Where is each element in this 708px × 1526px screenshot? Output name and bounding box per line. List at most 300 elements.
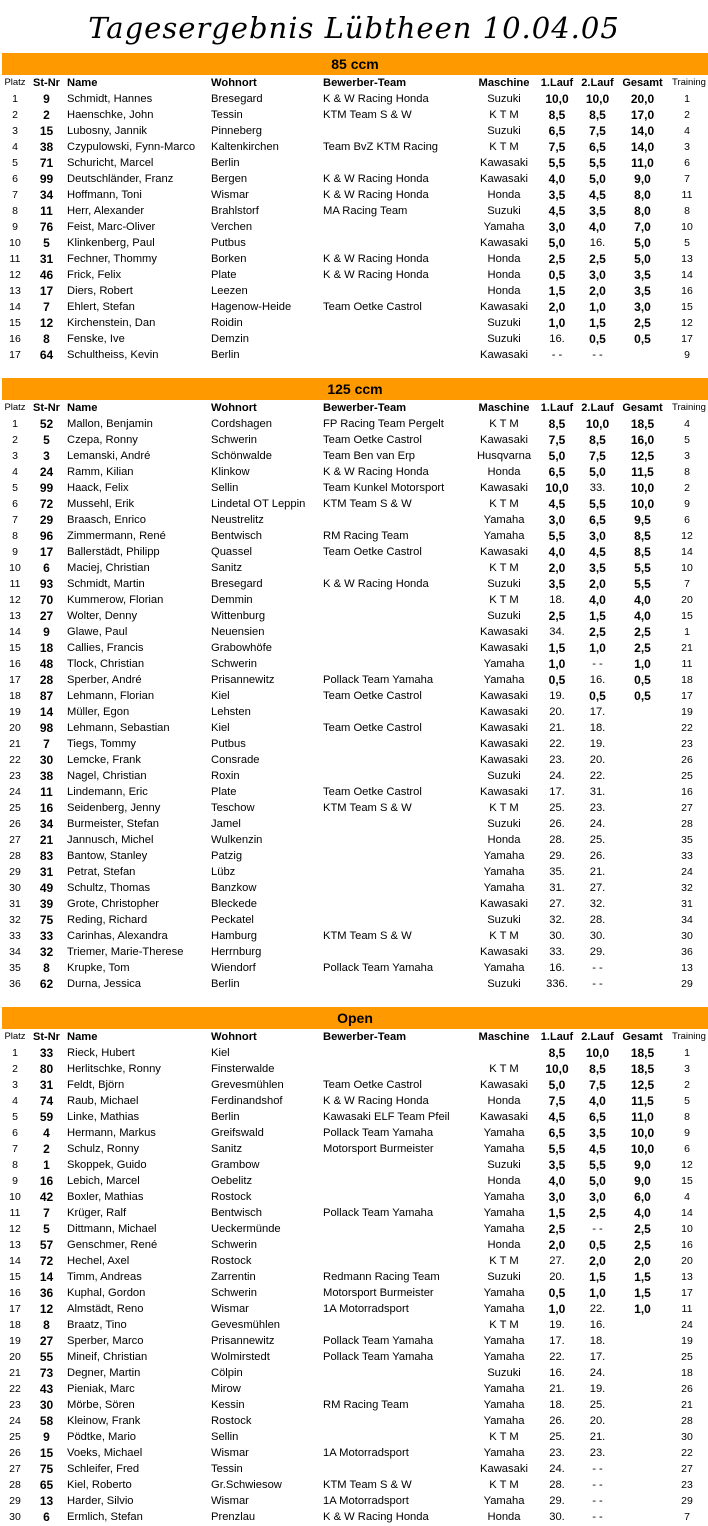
cell-maschine: Yamaha bbox=[483, 1335, 525, 1347]
table-row bbox=[0, 752, 708, 768]
cell-gesamt: 11,0 bbox=[631, 1110, 654, 1124]
cell-lauf2: 25. bbox=[589, 1399, 606, 1411]
cell-platz: 10 bbox=[9, 237, 21, 249]
cell-lauf2: 21. bbox=[589, 1431, 606, 1443]
cell-lauf2: 5,0 bbox=[589, 465, 606, 479]
cell-stnr: 87 bbox=[39, 689, 54, 703]
cell-wohnort: Wismar bbox=[211, 1447, 249, 1459]
cell-platz: 14 bbox=[9, 626, 21, 638]
cell-wohnort: Lehsten bbox=[211, 706, 251, 718]
cell-wohnort: Bentwisch bbox=[211, 1207, 262, 1219]
cell-training: 19 bbox=[681, 1335, 693, 1347]
cell-wohnort: Tessin bbox=[211, 1463, 243, 1475]
cell-platz: 29 bbox=[9, 866, 21, 878]
cell-maschine: K T M bbox=[489, 109, 519, 121]
table-row bbox=[0, 768, 708, 784]
cell-platz: 29 bbox=[9, 1495, 21, 1507]
cell-training: 12 bbox=[681, 1159, 693, 1171]
cell-lauf1: 2,5 bbox=[548, 609, 566, 623]
cell-platz: 27 bbox=[9, 834, 21, 846]
cell-platz: 12 bbox=[9, 594, 21, 606]
cell-wohnort: Prenzlau bbox=[211, 1511, 256, 1523]
cell-platz: 7 bbox=[12, 514, 18, 526]
cell-team: Pollack Team Yamaha bbox=[323, 962, 434, 974]
cell-platz: 25 bbox=[9, 802, 21, 814]
table-row bbox=[0, 912, 708, 928]
cell-lauf1: 30. bbox=[549, 1511, 565, 1523]
cell-training: 6 bbox=[684, 514, 690, 526]
cell-maschine: Kawasaki bbox=[480, 690, 528, 702]
cell-platz: 7 bbox=[12, 189, 18, 201]
cell-platz: 25 bbox=[9, 1431, 21, 1443]
cell-lauf1: 2,5 bbox=[548, 1222, 566, 1236]
cell-wohnort: Demzin bbox=[211, 333, 249, 345]
cell-wohnort: Bleckede bbox=[211, 898, 258, 910]
cell-lauf1: 5,5 bbox=[548, 156, 566, 170]
cell-wohnort: Klinkow bbox=[211, 466, 250, 478]
cell-platz: 35 bbox=[9, 962, 21, 974]
cell-training: 7 bbox=[684, 578, 690, 590]
cell-training: 2 bbox=[684, 482, 690, 494]
cell-gesamt: 12,5 bbox=[630, 1078, 655, 1092]
cell-name: Triemer, Marie-Therese bbox=[67, 946, 184, 958]
cell-maschine: Honda bbox=[487, 189, 521, 201]
cell-training: 11 bbox=[681, 189, 693, 201]
cell-lauf1: 4,0 bbox=[548, 1174, 566, 1188]
cell-wohnort: Berlin bbox=[211, 349, 240, 361]
cell-stnr: 74 bbox=[39, 1094, 54, 1108]
cell-gesamt: 12,5 bbox=[630, 449, 655, 463]
cell-stnr: 8 bbox=[43, 1318, 50, 1332]
table-row bbox=[0, 1189, 708, 1205]
header-platz: Platz bbox=[4, 77, 26, 88]
cell-training: 22 bbox=[681, 1447, 693, 1459]
cell-lauf1: 0,5 bbox=[548, 1286, 566, 1300]
cell-name: Zimmermann, René bbox=[67, 530, 166, 542]
cell-gesamt: 2,5 bbox=[634, 316, 651, 330]
cell-maschine: Yamaha bbox=[483, 1351, 525, 1363]
cell-wohnort: Sanitz bbox=[211, 562, 243, 574]
cell-lauf1: 5,0 bbox=[548, 449, 566, 463]
cell-team: Pollack Team Yamaha bbox=[323, 1351, 434, 1363]
cell-training: 15 bbox=[681, 1175, 693, 1187]
cell-training: 28 bbox=[681, 1415, 693, 1427]
cell-name: Braatz, Tino bbox=[67, 1319, 127, 1331]
cell-team: Team Oetke Castrol bbox=[323, 690, 422, 702]
cell-wohnort: Lindetal OT Leppin bbox=[211, 498, 306, 510]
header-team: Bewerber-Team bbox=[323, 402, 407, 414]
cell-training: 25 bbox=[681, 1351, 693, 1363]
cell-name: Mussehl, Erik bbox=[67, 498, 135, 510]
cell-lauf1: 3,5 bbox=[548, 188, 566, 202]
cell-platz: 33 bbox=[9, 930, 21, 942]
cell-platz: 6 bbox=[12, 498, 18, 510]
cell-team: K & W Racing Honda bbox=[323, 93, 429, 105]
cell-lauf2: - - bbox=[592, 962, 603, 974]
cell-maschine: Yamaha bbox=[483, 1495, 525, 1507]
cell-name: Sperber, André bbox=[67, 674, 142, 686]
cell-gesamt: 2,5 bbox=[634, 1222, 651, 1236]
cell-gesamt: 14,0 bbox=[630, 124, 655, 138]
cell-platz: 15 bbox=[9, 317, 21, 329]
cell-team: Team Kunkel Motorsport bbox=[323, 482, 445, 494]
cell-wohnort: Wulkenzin bbox=[211, 834, 263, 846]
cell-maschine: Suzuki bbox=[487, 914, 521, 926]
cell-lauf1: 30. bbox=[549, 930, 565, 942]
cell-wohnort: Berlin bbox=[211, 1111, 240, 1123]
page-title: Tagesergebnis Lübtheen 10.04.05 bbox=[88, 11, 620, 45]
cell-maschine: K T M bbox=[489, 498, 519, 510]
cell-lauf1: 3,5 bbox=[548, 577, 566, 591]
cell-training: 24 bbox=[681, 1319, 693, 1331]
cell-lauf1: 4,5 bbox=[548, 204, 566, 218]
cell-wohnort: Sellin bbox=[211, 1431, 239, 1443]
cell-wohnort: Leezen bbox=[211, 285, 248, 297]
cell-wohnort: Zarrentin bbox=[211, 1271, 256, 1283]
cell-lauf1: 3,5 bbox=[548, 1158, 566, 1172]
cell-team: Team Oetke Castrol bbox=[323, 546, 422, 558]
cell-training: 19 bbox=[681, 706, 693, 718]
cell-gesamt: 16,0 bbox=[630, 433, 655, 447]
cell-gesamt: 11,5 bbox=[631, 465, 654, 479]
table-row bbox=[0, 496, 708, 512]
cell-training: 14 bbox=[681, 269, 693, 281]
cell-maschine: Kawasaki bbox=[480, 946, 528, 958]
cell-stnr: 46 bbox=[39, 268, 54, 282]
table-row bbox=[0, 448, 708, 464]
cell-gesamt: 3,0 bbox=[634, 300, 651, 314]
cell-stnr: 98 bbox=[39, 721, 54, 735]
cell-name: Mineif, Christian bbox=[67, 1351, 148, 1363]
table-row bbox=[0, 1445, 708, 1461]
header-training: Training bbox=[672, 402, 706, 413]
cell-gesamt: 5,5 bbox=[634, 577, 651, 591]
cell-team: KTM Team S & W bbox=[323, 109, 412, 121]
table-row bbox=[0, 203, 708, 219]
cell-wohnort: Prisannewitz bbox=[211, 674, 275, 686]
cell-lauf1: 28. bbox=[549, 834, 565, 846]
cell-maschine: Yamaha bbox=[483, 1207, 525, 1219]
cell-stnr: 15 bbox=[39, 1446, 54, 1460]
cell-training: 18 bbox=[681, 1367, 693, 1379]
cell-name: Ermlich, Stefan bbox=[67, 1511, 143, 1523]
cell-maschine: K T M bbox=[489, 1255, 519, 1267]
cell-wohnort: Schwerin bbox=[211, 658, 258, 670]
cell-wohnort: Kaltenkirchen bbox=[211, 141, 279, 153]
cell-lauf1: 21. bbox=[549, 1383, 565, 1395]
cell-lauf2: 33. bbox=[589, 482, 606, 494]
cell-training: 7 bbox=[684, 173, 690, 185]
cell-training: 9 bbox=[684, 349, 690, 361]
cell-team: Team Oetke Castrol bbox=[323, 434, 422, 446]
cell-stnr: 33 bbox=[39, 929, 54, 943]
cell-platz: 20 bbox=[9, 1351, 21, 1363]
cell-name: Herr, Alexander bbox=[67, 205, 145, 217]
cell-team: RM Racing Team bbox=[323, 1399, 409, 1411]
table-row bbox=[0, 624, 708, 640]
cell-lauf1: 19. bbox=[549, 690, 565, 702]
cell-gesamt: 1,0 bbox=[634, 1302, 651, 1316]
cell-lauf1: 33. bbox=[549, 946, 565, 958]
cell-lauf1: 1,5 bbox=[548, 1206, 566, 1220]
cell-stnr: 24 bbox=[39, 465, 54, 479]
cell-platz: 17 bbox=[9, 674, 21, 686]
cell-training: 12 bbox=[681, 317, 693, 329]
cell-maschine: Honda bbox=[487, 1511, 521, 1523]
cell-lauf2: - - bbox=[592, 658, 603, 670]
cell-platz: 19 bbox=[9, 706, 21, 718]
table-row bbox=[0, 640, 708, 656]
cell-lauf2: 31. bbox=[589, 786, 606, 798]
cell-wohnort: Borken bbox=[211, 253, 247, 265]
cell-training: 6 bbox=[684, 157, 690, 169]
cell-team: K & W Racing Honda bbox=[323, 578, 429, 590]
cell-name: Petrat, Stefan bbox=[67, 866, 136, 878]
table-row bbox=[0, 1493, 708, 1509]
cell-lauf2: 28. bbox=[589, 914, 606, 926]
table-row bbox=[0, 1461, 708, 1477]
cell-platz: 9 bbox=[12, 1175, 18, 1187]
table-row bbox=[0, 347, 708, 363]
cell-lauf1: 16. bbox=[549, 962, 565, 974]
cell-wohnort: Brahlstorf bbox=[211, 205, 259, 217]
cell-wohnort: Putbus bbox=[211, 237, 246, 249]
cell-training: 1 bbox=[684, 626, 690, 638]
cell-name: Sperber, Marco bbox=[67, 1335, 144, 1347]
cell-lauf1: 29. bbox=[549, 1495, 565, 1507]
cell-stnr: 5 bbox=[43, 433, 50, 447]
cell-maschine: Honda bbox=[487, 834, 521, 846]
table-row bbox=[0, 1477, 708, 1493]
cell-lauf1: 26. bbox=[549, 1415, 565, 1427]
cell-lauf2: 5,5 bbox=[589, 497, 606, 511]
cell-lauf2: 7,5 bbox=[589, 124, 606, 138]
table-row bbox=[0, 1237, 708, 1253]
cell-maschine: Kawasaki bbox=[480, 626, 528, 638]
table-row bbox=[0, 1397, 708, 1413]
cell-stnr: 31 bbox=[39, 1078, 54, 1092]
cell-platz: 19 bbox=[9, 1335, 21, 1347]
cell-lauf1: 10,0 bbox=[545, 481, 569, 495]
cell-team: Pollack Team Yamaha bbox=[323, 1335, 434, 1347]
cell-lauf2: 2,0 bbox=[589, 577, 606, 591]
cell-lauf2: 22. bbox=[589, 770, 606, 782]
table-row bbox=[0, 656, 708, 672]
cell-maschine: K T M bbox=[489, 1479, 519, 1491]
cell-maschine: Yamaha bbox=[483, 221, 525, 233]
header-training: Training bbox=[672, 77, 706, 88]
cell-gesamt: 2,0 bbox=[634, 1254, 651, 1268]
cell-gesamt: 6,0 bbox=[634, 1190, 651, 1204]
cell-platz: 12 bbox=[9, 269, 21, 281]
header-team: Bewerber-Team bbox=[323, 1031, 407, 1043]
cell-stnr: 72 bbox=[39, 1254, 54, 1268]
cell-maschine: Kawasaki bbox=[480, 1463, 528, 1475]
cell-stnr: 6 bbox=[43, 561, 50, 575]
cell-name: Burmeister, Stefan bbox=[67, 818, 160, 830]
cell-stnr: 34 bbox=[39, 817, 54, 831]
cell-gesamt: 0,5 bbox=[634, 332, 651, 346]
cell-lauf1: 17. bbox=[549, 1335, 565, 1347]
cell-name: Seidenberg, Jenny bbox=[67, 802, 161, 814]
cell-lauf1: 3,0 bbox=[548, 1190, 566, 1204]
table-row bbox=[0, 1413, 708, 1429]
cell-wohnort: Rostock bbox=[211, 1255, 252, 1267]
cell-lauf1: 5,5 bbox=[548, 529, 566, 543]
cell-name: Glawe, Paul bbox=[67, 626, 128, 638]
cell-maschine: Honda bbox=[487, 269, 521, 281]
cell-wohnort: Schwerin bbox=[211, 1287, 258, 1299]
cell-lauf1: 1,0 bbox=[548, 1302, 566, 1316]
cell-stnr: 9 bbox=[43, 625, 50, 639]
cell-stnr: 30 bbox=[39, 753, 54, 767]
cell-training: 16 bbox=[681, 1239, 693, 1251]
cell-maschine: Suzuki bbox=[487, 93, 521, 105]
cell-stnr: 76 bbox=[39, 220, 54, 234]
cell-name: Dittmann, Michael bbox=[67, 1223, 157, 1235]
cell-training: 14 bbox=[681, 546, 693, 558]
cell-maschine: Honda bbox=[487, 285, 521, 297]
cell-maschine: Kawasaki bbox=[480, 434, 528, 446]
cell-team: Kawasaki ELF Team Pfeil bbox=[323, 1111, 450, 1123]
cell-maschine: Suzuki bbox=[487, 205, 521, 217]
cell-lauf2: 1,5 bbox=[589, 1270, 606, 1284]
cell-training: 10 bbox=[681, 562, 693, 574]
cell-team: Team Oetke Castrol bbox=[323, 1079, 422, 1091]
cell-lauf2: 23. bbox=[589, 802, 606, 814]
header-gesamt: Gesamt bbox=[622, 1031, 663, 1043]
cell-platz: 11 bbox=[9, 253, 21, 265]
cell-platz: 28 bbox=[9, 1479, 21, 1491]
cell-wohnort: Neuensien bbox=[211, 626, 265, 638]
cell-name: Ramm, Kilian bbox=[67, 466, 134, 478]
cell-wohnort: Gr.Schwiesow bbox=[211, 1479, 282, 1491]
cell-maschine: Kawasaki bbox=[480, 237, 528, 249]
cell-training: 5 bbox=[684, 1095, 690, 1107]
cell-gesamt: 18,5 bbox=[630, 417, 655, 431]
table-row bbox=[0, 672, 708, 688]
cell-platz: 23 bbox=[9, 770, 21, 782]
cell-gesamt: 0,5 bbox=[634, 673, 651, 687]
cell-training: 29 bbox=[681, 1495, 693, 1507]
cell-maschine: Suzuki bbox=[487, 125, 521, 137]
cell-stnr: 93 bbox=[39, 577, 54, 591]
cell-name: Tiegs, Tommy bbox=[67, 738, 137, 750]
cell-lauf1: 28. bbox=[549, 1479, 565, 1491]
cell-team: Team Oetke Castrol bbox=[323, 722, 422, 734]
cell-gesamt: 8,5 bbox=[634, 545, 651, 559]
cell-lauf2: 8,5 bbox=[589, 1062, 606, 1076]
cell-lauf1: 10,0 bbox=[545, 1062, 569, 1076]
cell-lauf1: 1,5 bbox=[548, 641, 566, 655]
header-team: Bewerber-Team bbox=[323, 77, 407, 89]
cell-training: 27 bbox=[681, 802, 693, 814]
cell-platz: 28 bbox=[9, 850, 21, 862]
cell-wohnort: Rostock bbox=[211, 1191, 252, 1203]
cell-training: 28 bbox=[681, 818, 693, 830]
cell-name: Krüger, Ralf bbox=[67, 1207, 127, 1219]
cell-gesamt: 10,0 bbox=[630, 481, 655, 495]
cell-lauf2: 6,5 bbox=[589, 513, 606, 527]
cell-platz: 34 bbox=[9, 946, 21, 958]
table-row bbox=[0, 1317, 708, 1333]
cell-name: Kiel, Roberto bbox=[67, 1479, 132, 1491]
cell-maschine: Honda bbox=[487, 466, 521, 478]
header-gesamt: Gesamt bbox=[622, 402, 663, 414]
cell-wohnort: Herrnburg bbox=[211, 946, 262, 958]
cell-gesamt: 11,5 bbox=[631, 1094, 654, 1108]
cell-name: Haenschke, John bbox=[67, 109, 154, 121]
cell-training: 10 bbox=[681, 1223, 693, 1235]
cell-lauf2: 18. bbox=[589, 1335, 606, 1347]
table-row bbox=[0, 464, 708, 480]
cell-maschine: Yamaha bbox=[483, 1415, 525, 1427]
cell-platz: 12 bbox=[9, 1223, 21, 1235]
cell-maschine: Kawasaki bbox=[480, 898, 528, 910]
class-banner: Open bbox=[2, 1007, 708, 1029]
header-wohnort: Wohnort bbox=[211, 402, 257, 414]
table-row bbox=[0, 315, 708, 331]
cell-lauf1: 25. bbox=[549, 802, 565, 814]
cell-gesamt: 3,5 bbox=[634, 268, 651, 282]
cell-platz: 6 bbox=[12, 173, 18, 185]
cell-stnr: 16 bbox=[39, 801, 54, 815]
cell-wohnort: Berlin bbox=[211, 978, 240, 990]
cell-name: Krupke, Tom bbox=[67, 962, 130, 974]
cell-name: Durna, Jessica bbox=[67, 978, 141, 990]
cell-name: Rieck, Hubert bbox=[67, 1047, 135, 1059]
cell-lauf2: 10,0 bbox=[585, 92, 610, 106]
cell-training: 16 bbox=[681, 285, 693, 297]
cell-maschine: Yamaha bbox=[483, 1223, 525, 1235]
cell-training: 34 bbox=[681, 914, 693, 926]
cell-platz: 7 bbox=[12, 1143, 18, 1155]
cell-wohnort: Bresegard bbox=[211, 578, 263, 590]
cell-gesamt: 9,0 bbox=[634, 1174, 651, 1188]
cell-platz: 4 bbox=[12, 1095, 18, 1107]
cell-maschine: Yamaha bbox=[483, 1143, 525, 1155]
cell-lauf1: 24. bbox=[549, 1463, 565, 1475]
cell-lauf1: 21. bbox=[549, 722, 565, 734]
cell-maschine: Yamaha bbox=[483, 530, 525, 542]
cell-lauf1: 18. bbox=[549, 594, 565, 606]
cell-wohnort: Ueckermünde bbox=[211, 1223, 281, 1235]
cell-name: Herlitschke, Ronny bbox=[67, 1063, 161, 1075]
table-row bbox=[0, 1333, 708, 1349]
table-row bbox=[0, 896, 708, 912]
cell-lauf1: 16. bbox=[549, 333, 565, 345]
cell-name: Genschmer, René bbox=[67, 1239, 158, 1251]
header-name: Name bbox=[67, 1031, 98, 1043]
cell-platz: 1 bbox=[12, 1047, 18, 1059]
cell-training: 21 bbox=[681, 1399, 693, 1411]
cell-maschine: Kawasaki bbox=[480, 1079, 528, 1091]
table-row bbox=[0, 155, 708, 171]
cell-gesamt: 4,0 bbox=[634, 1206, 651, 1220]
cell-maschine: Suzuki bbox=[487, 818, 521, 830]
cell-training: 29 bbox=[681, 978, 693, 990]
cell-stnr: 71 bbox=[39, 156, 54, 170]
cell-lauf2: 2,5 bbox=[589, 625, 606, 639]
cell-maschine: Yamaha bbox=[483, 1191, 525, 1203]
table-row bbox=[0, 283, 708, 299]
cell-lauf1: 3,0 bbox=[548, 513, 566, 527]
cell-lauf2: 3,0 bbox=[589, 1190, 606, 1204]
cell-team: MA Racing Team bbox=[323, 205, 408, 217]
cell-wohnort: Roxin bbox=[211, 770, 240, 782]
table-row bbox=[0, 608, 708, 624]
cell-maschine: Kawasaki bbox=[480, 1111, 528, 1123]
